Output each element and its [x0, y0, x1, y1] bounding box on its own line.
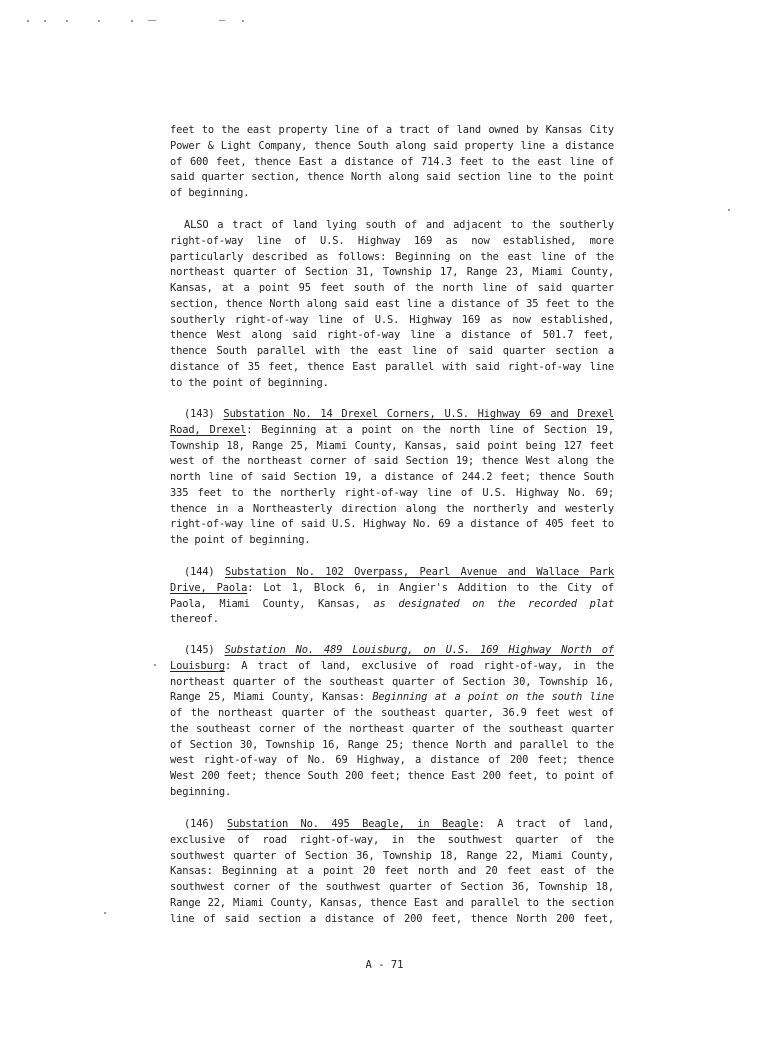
scan-speck	[131, 20, 133, 22]
item-heading: Drive, Paola	[170, 581, 248, 594]
text-line: thence in a Northeasterly direction along the northerly and westerly	[170, 502, 614, 515]
text-line: southerly right-of-way line of U.S. Highway 169 as now established,	[170, 313, 614, 326]
scan-speck	[27, 20, 29, 22]
scan-speck	[242, 20, 244, 22]
text-line: of 600 feet, thence East a distance of 714.3 feet to the east line of	[170, 155, 614, 168]
text-line: west right-of-way of No. 69 Highway, a distance of 200 feet; thence	[170, 754, 614, 767]
paragraph-also	[170, 218, 614, 391]
text-line: distance of 35 feet, thence East parallel with said right-of-way line	[170, 360, 614, 373]
text-span: : Beginning at a point on the north line of Section 19,	[246, 423, 614, 436]
text-span: : Lot 1, Block 6, in Angier's Addition to the City of	[247, 581, 614, 594]
text-line: of Section 30, Township 16, Range 25; thence North and parallel to the	[170, 738, 614, 751]
text-line: thereof.	[170, 613, 219, 626]
page-number: A - 71	[365, 959, 404, 971]
text-line: section, thence North along said east line a distance of 35 feet to the	[170, 297, 614, 310]
scan-speck	[219, 20, 225, 21]
text-line	[170, 817, 614, 833]
text-span: : A tract of land,	[478, 818, 614, 830]
text-line	[170, 565, 614, 581]
text-line: line of said section a distance of 200 feet, thence North 200 feet,	[170, 912, 614, 925]
text-line: 335 feet to the northerly right-of-way line of U.S. Highway No. 69;	[170, 486, 614, 499]
text-span-italic: as designated on the recorded plat	[373, 597, 614, 610]
text-line: the southeast corner of the northeast quarter of the southeast quarter	[170, 722, 614, 735]
text-line: West 200 feet; thence South 200 feet; thence East 200 feet, to point of	[170, 770, 614, 782]
text-line: Power & Light Company, thence South along said property line a distance	[170, 139, 614, 152]
text-line	[170, 597, 614, 613]
text-span: Paola, Miami County, Kansas,	[170, 597, 361, 610]
scan-speck	[728, 209, 730, 211]
scan-speck	[104, 912, 106, 914]
paragraph-145	[170, 643, 614, 801]
paragraph-143	[170, 407, 614, 549]
text-line: west of the northeast corner of said Section 19; thence West along the	[170, 455, 614, 468]
text-line: exclusive of road right-of-way, in the southwest quarter of the	[170, 833, 614, 846]
scan-speck	[44, 20, 46, 22]
text-line: right-of-way line of U.S. Highway 169 as now established, more	[170, 234, 614, 247]
text-line: feet to the east property line of a tract of land owned by Kansas City	[170, 124, 614, 136]
item-heading: Substation No. 495 Beagle, in Beagle	[227, 818, 479, 830]
text-line: of beginning.	[170, 187, 250, 199]
item-number: (146)	[184, 818, 215, 830]
text-line: said quarter section, thence North along said section line to the point	[170, 171, 614, 184]
text-span-italic: Beginning at a point on the south line	[372, 691, 614, 704]
scan-speck	[148, 20, 156, 21]
text-line: Kansas: Beginning at a point 20 feet north and 20 feet east of the	[170, 865, 614, 878]
text-line: Range 22, Miami County, Kansas, thence East and parallel to the section	[170, 896, 614, 909]
text-line	[170, 690, 614, 706]
text-line	[170, 659, 614, 675]
text-line	[170, 643, 614, 659]
scan-speck	[98, 20, 100, 22]
text-line: right-of-way line of said U.S. Highway No. 69 a distance of 405 feet to	[170, 518, 614, 531]
text-line	[170, 581, 614, 597]
item-number: (145)	[184, 644, 215, 656]
text-line: to the point of beginning.	[170, 376, 329, 389]
text-span: Range 25, Miami County, Kansas:	[170, 691, 365, 704]
text-line: north line of said Section 19, a distance of 244.2 feet; thence South	[170, 471, 614, 483]
text-line	[170, 407, 614, 423]
text-line: beginning.	[170, 785, 232, 798]
scan-speck	[66, 20, 68, 22]
text-line: Kansas, at a point 95 feet south of the north line of said quarter	[170, 282, 614, 294]
paragraph-continuation	[170, 123, 614, 202]
item-heading: Substation No. 102 Overpass, Pearl Avenue and Wallace Park	[225, 566, 614, 578]
text-span: : A tract of land, exclusive of road right-of-way, in the	[224, 659, 614, 672]
text-line: thence South parallel with the east line of said quarter section a	[170, 345, 614, 357]
text-line: the point of beginning.	[170, 534, 311, 546]
text-line: Township 18, Range 25, Miami County, Kansas, said point being 127 feet	[170, 439, 614, 452]
text-line: particularly described as follows: Beginning on the east line of the	[170, 250, 614, 263]
paragraph-144	[170, 565, 614, 628]
text-line: southwest quarter of Section 36, Township 18, Range 22, Miami County,	[170, 849, 614, 862]
item-heading: Louisburg	[170, 659, 225, 672]
scan-speck	[154, 664, 156, 666]
item-number: (143)	[184, 408, 215, 420]
text-line: of the northeast quarter of the southeast quarter, 36.9 feet west of	[170, 707, 614, 719]
text-line: northeast quarter of the southeast quarter of Section 30, Township 16,	[170, 675, 614, 688]
text-line: northeast quarter of Section 31, Township 17, Range 23, Miami County,	[170, 266, 614, 279]
item-heading: Substation No. 14 Drexel Corners, U.S. Highway 69 and Drexel	[223, 408, 614, 420]
paragraph-146	[170, 817, 614, 927]
item-number: (144)	[184, 566, 215, 578]
text-line: thence West along said right-of-way line a distance of 501.7 feet,	[170, 329, 614, 342]
text-line	[170, 423, 614, 439]
item-heading: Road, Drexel	[170, 423, 247, 436]
item-heading: Substation No. 489 Louisburg, on U.S. 169 Highway North of	[224, 644, 614, 656]
text-line: ALSO a tract of land lying south of and adjacent to the southerly	[184, 219, 614, 231]
text-line: southwest corner of the southwest quarter of Section 36, Township 18,	[170, 881, 614, 893]
